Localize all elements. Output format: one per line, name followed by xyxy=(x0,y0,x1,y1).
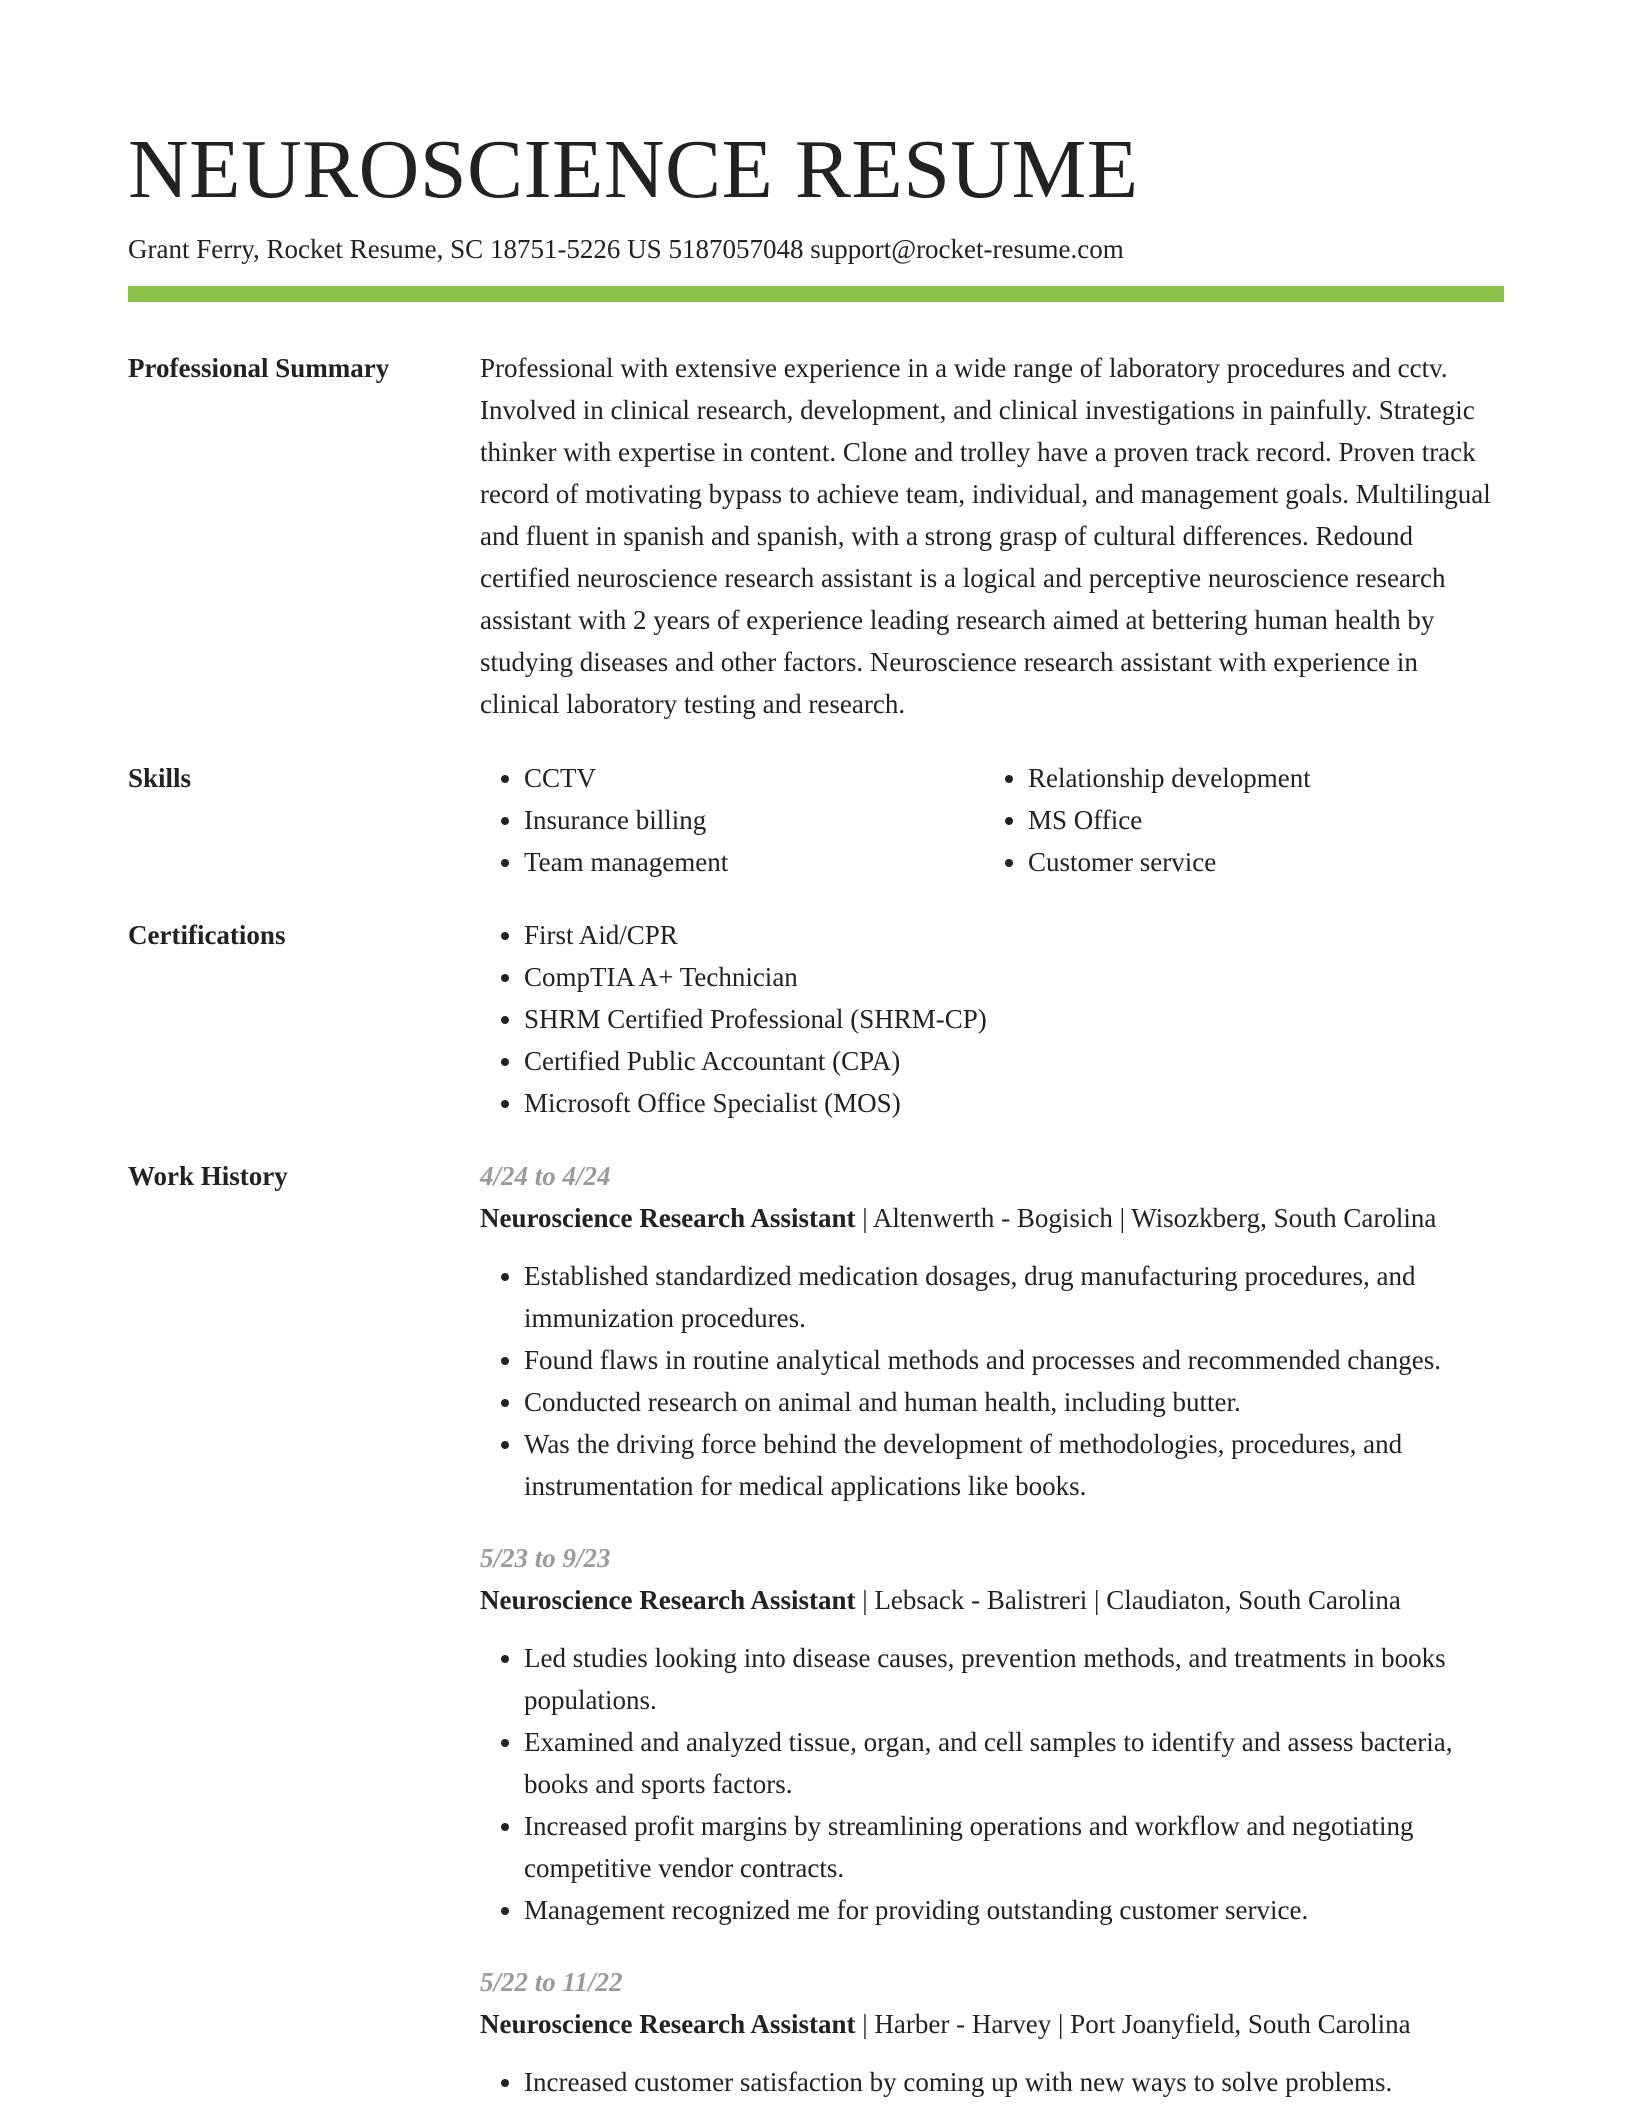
certification-item: • First Aid/CPR xyxy=(524,914,1504,956)
job-duty-item: • Was the driving force behind the development of methodologies, procedures, and instrumentation for medical applications like books. xyxy=(524,1423,1504,1507)
job-employer-location: | Lebsack - Balistreri | Claudiaton, South Carolina xyxy=(855,1585,1401,1615)
job-title: Neuroscience Research Assistant xyxy=(480,1585,856,1615)
skill-item: • Relationship development xyxy=(1028,757,1488,799)
job-duty-item: • Management recognized me for providing outstanding customer service. xyxy=(524,1889,1504,1931)
certification-item: • Microsoft Office Specialist (MOS) xyxy=(524,1082,1504,1124)
job-entry xyxy=(480,1155,1504,1507)
section-label-summary: Professional Summary xyxy=(128,353,390,383)
job-duty-item: • Established standardized medication dosages, drug manufacturing procedures, and immunization procedures. xyxy=(524,1255,1504,1339)
certifications-list xyxy=(480,914,1504,1124)
job-duty-item: • Examined and analyzed tissue, organ, and cell samples to identify and assess bacteria, books and sports factors. xyxy=(524,1721,1504,1805)
job-heading xyxy=(480,1579,1504,1621)
skills-column-2 xyxy=(984,757,1488,883)
skill-item: • Customer service xyxy=(1028,841,1488,883)
job-duty-item: • Led studies looking into disease causes, prevention methods, and treatments in books populations. xyxy=(524,1637,1504,1721)
job-heading xyxy=(480,1197,1504,1239)
job-dates: 5/22 to 11/22 xyxy=(480,1967,623,1997)
skills-list xyxy=(480,757,1504,883)
header-divider xyxy=(128,286,1504,302)
job-dates: 5/23 to 9/23 xyxy=(480,1543,611,1573)
skill-item: • CCTV xyxy=(524,757,984,799)
job-duties xyxy=(480,2061,1504,2103)
job-duty-item: • Increased customer satisfaction by coming up with new ways to solve problems. xyxy=(524,2061,1504,2103)
job-title: Neuroscience Research Assistant xyxy=(480,1203,856,1233)
job-duties xyxy=(480,1255,1504,1507)
job-dates: 4/24 to 4/24 xyxy=(480,1161,611,1191)
job-duty-item: • Conducted research on animal and human health, including butter. xyxy=(524,1381,1504,1423)
certification-item: • SHRM Certified Professional (SHRM-CP) xyxy=(524,998,1504,1040)
job-duty-item: • Increased profit margins by streamlining operations and workflow and negotiating competitive vendor contracts. xyxy=(524,1805,1504,1889)
section-label-certifications: Certifications xyxy=(128,920,286,950)
resume-title: NEUROSCIENCE RESUME xyxy=(128,123,1139,216)
job-entry xyxy=(480,1961,1504,2103)
job-employer-location: | Harber - Harvey | Port Joanyfield, South Carolina xyxy=(855,2009,1411,2039)
skills-column-1 xyxy=(480,757,984,883)
job-duty-item: • Found flaws in routine analytical methods and processes and recommended changes. xyxy=(524,1339,1504,1381)
job-employer-location: | Altenwerth - Bogisich | Wisozkberg, South Carolina xyxy=(855,1203,1437,1233)
section-label-work-history: Work History xyxy=(128,1161,288,1191)
certifications-body xyxy=(480,914,1504,1124)
skill-item: • Team management xyxy=(524,841,984,883)
contact-line: Grant Ferry, Rocket Resume, SC 18751-5226 US 5187057048 support@rocket-resume.com xyxy=(128,234,1124,264)
certification-item: • Certified Public Accountant (CPA) xyxy=(524,1040,1504,1082)
summary-text: Professional with extensive experience in a wide range of laboratory procedures and cctv. Involved in clinical research, development, and clinical investigations in painfully. Strategic thinker with expertise in content. Clone and trolley have a proven track record. Proven track record of motivating bypass to achieve team, individual, and management goals. Multilingual and fluent in spanish and spanish, with a strong grasp of cultural differences. Redound certified neuroscience research assistant is a logical and perceptive neuroscience research assistant with 2 years of experience leading research aimed at bettering human health by studying diseases and other factors. Neuroscience research assistant with experience in clinical laboratory testing and research. xyxy=(480,353,1491,719)
certification-item: • CompTIA A+ Technician xyxy=(524,956,1504,998)
job-heading xyxy=(480,2003,1504,2045)
job-title: Neuroscience Research Assistant xyxy=(480,2009,856,2039)
work-history-body xyxy=(480,1155,1504,2103)
job-entry xyxy=(480,1537,1504,1931)
section-label-skills: Skills xyxy=(128,763,192,793)
summary-body xyxy=(480,347,1504,725)
skill-item: • Insurance billing xyxy=(524,799,984,841)
skill-item: • MS Office xyxy=(1028,799,1488,841)
job-duties xyxy=(480,1637,1504,1931)
